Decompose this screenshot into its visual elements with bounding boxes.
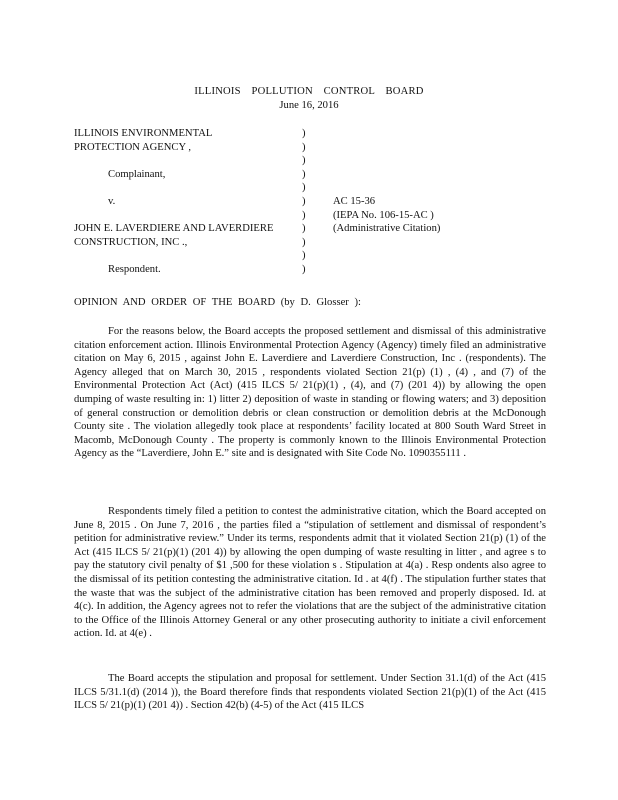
paren: )	[302, 168, 306, 180]
paren: )	[302, 209, 306, 221]
caption-parentheses	[302, 127, 312, 277]
body-paragraph-3: The Board accepts the stipulation and proposal for settlement. Under Section 31.1(d) of the Act (415 ILCS 5/31.1(d) (2014 )), the Board therefore finds that respondents violated Section 21(p)(1) of the Act (415 ILCS 5/ 21(p)(1) (201 4)) . Section 42(b) (4-5) of the Act (415 ILCS	[74, 673, 546, 712]
paren: )	[302, 182, 306, 194]
caption-case-info	[333, 195, 533, 236]
paren: )	[302, 236, 306, 248]
petitioner-name-line1: ILLINOIS ENVIRONMENTAL	[74, 128, 213, 139]
paren: )	[302, 155, 306, 167]
paren: )	[302, 263, 306, 275]
respondent-label: Respondent.	[108, 263, 161, 275]
versus-label: v.	[108, 195, 116, 207]
iepa-number: (IEPA No. 106-15-AC )	[333, 209, 434, 221]
paren: )	[302, 128, 306, 139]
case-number: AC 15-36	[333, 196, 376, 207]
paren: )	[302, 250, 306, 262]
body-paragraph-2: Respondents timely filed a petition to contest the administrative citation, which the Board accepted on June 8, 2015 . On June 7, 2016 , the parties filed a “stipulation of settlement and dismissal of respondent’s petition for administrative review.” Under its terms, respondents admit that it violated Section 21(p) (1) of the Act (415 ILCS 5/ 21(p)(1) (201 4)) by allowing the open dumping of waste resulting in litter , and agree s to pay the statutory civil penalty of $1 ,500 for these violation s . Stipulation at 4(a) . Resp ondents also agree to the dismissal of its petition contesting the administrative citation. Id . at 4(f) . The stipulation further states that the waste that was the subject of the administrative citation has been removed and properly disposed. Id. at 4(c). In addition, the Agency agrees not to refer the violations that are the subject of the administrative citation to the Office of the Illinois Attorney General or any other prosecuting authority to initiate a civil enforcement action. Id. at 4(e) .	[74, 506, 546, 640]
paren: )	[302, 195, 306, 207]
order-date: June 16, 2016	[279, 100, 339, 111]
complainant-label: Complainant,	[108, 168, 166, 180]
citation-type: (Administrative Citation)	[333, 223, 441, 235]
respondent-name-line1: JOHN E. LAVERDIERE AND LAVERDIERE	[74, 223, 274, 235]
body-paragraph-1: For the reasons below, the Board accepts the proposed settlement and dismissal of this administrative citation enforcement action. Illinois Environmental Protection Agency (Agency) timely filed an administrative citation on May 6, 2015 , against John E. Laverdiere and Laverdiere Construction, Inc . (respondents). The Agency alleged that on March 30, 2015 , respondents violated Section 21(p) (1) , (4) , and (7) of the Environmental Protection Act (Act) (415 ILCS 5/ 21(p)(1) , (4), and (7) (201 4)) by allowing the open dumping of waste resulting in: 1) litter 2) deposition of waste in standing or flowing waters; and 3) deposition of general construction or demolition debris or clean construction or demolition debris at the McDonough County site . The violation allegedly took place at respondents’ facility located at 800 South Ward Street in Macomb, McDonough County . The property is commonly known to the Illinois Environmental Protection Agency as the “Laverdiere, John E.” site and is designated with Site Code No. 1090355111 .	[74, 326, 546, 460]
case-caption	[74, 127, 554, 287]
opinion-heading: OPINION AND ORDER OF THE BOARD (by D. Glosser ):	[74, 297, 361, 308]
paren: )	[302, 141, 306, 153]
petitioner-name-line2: PROTECTION AGENCY ,	[74, 141, 192, 153]
paren: )	[302, 223, 306, 235]
caption-parties	[74, 127, 304, 277]
board-name-heading: ILLINOIS POLLUTION CONTROL BOARD	[194, 86, 424, 97]
respondent-name-line2: CONSTRUCTION, INC .,	[74, 236, 188, 248]
